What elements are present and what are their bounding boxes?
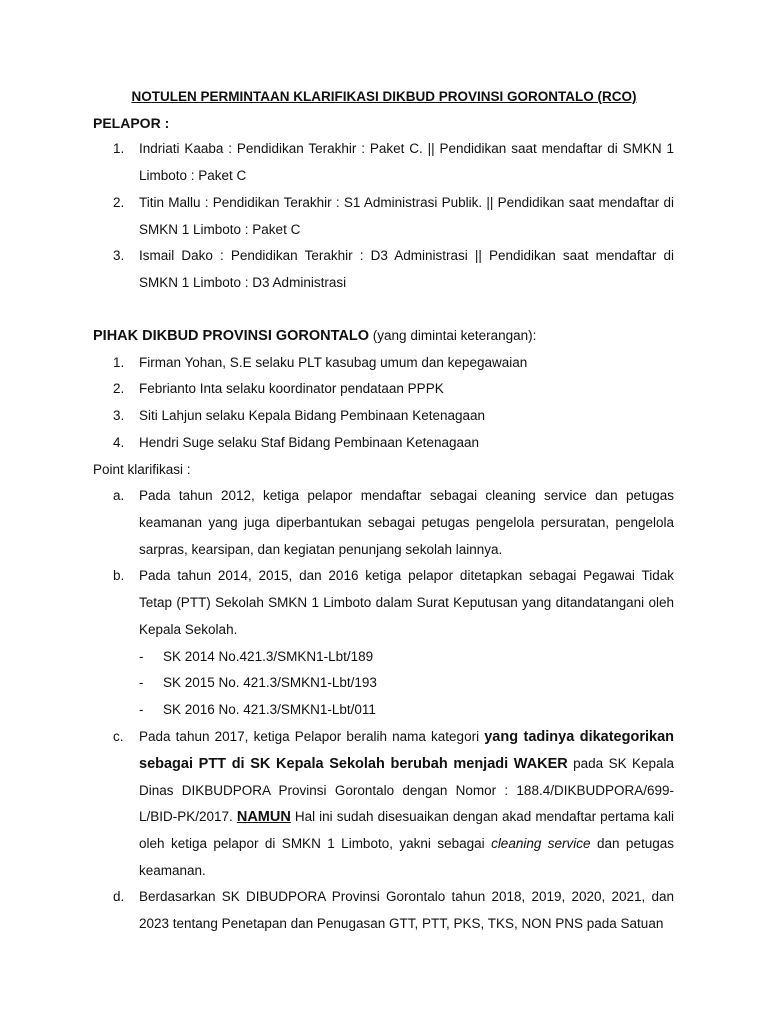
document-title: NOTULEN PERMINTAAN KLARIFIKASI DIKBUD PROVINSI GORONTALO (RCO) bbox=[131, 89, 637, 104]
pihak-item-3: Siti Lahjun selaku Kepala Bidang Pembinaan Ketenagaan bbox=[139, 408, 486, 423]
pihak-number-2: 2. bbox=[113, 381, 125, 396]
pihak-item-1: Firman Yohan, S.E selaku PLT kasubag umum dan kepegawaian bbox=[139, 355, 528, 370]
sk-dash-3: - bbox=[139, 702, 144, 717]
pihak-note: (yang dimintai keterangan): bbox=[369, 328, 537, 343]
pihak-number-1: 1. bbox=[113, 355, 125, 370]
pelapor-item-2: Titin Mallu : Pendidikan Terakhir : S1 Administrasi Publik. || Pendidikan saat mendaftar di SMKN 1 Limboto : Paket C bbox=[139, 195, 674, 237]
point-c-italic-text: cleaning service bbox=[491, 836, 591, 852]
point-letter-d: d. bbox=[113, 889, 125, 904]
pelapor-number-2: 2. bbox=[113, 195, 125, 210]
point-heading: Point klarifikasi : bbox=[93, 462, 191, 477]
pelapor-number-3: 3. bbox=[113, 248, 125, 263]
sk-item-3: SK 2016 No. 421.3/SMKN1-Lbt/011 bbox=[163, 702, 376, 717]
point-letter-b: b. bbox=[113, 568, 125, 583]
point-c-text-7: dan petugas keamanan. bbox=[139, 836, 674, 878]
point-letter-a: a. bbox=[113, 488, 125, 503]
pihak-item-4: Hendri Suge selaku Staf Bidang Pembinaan Ketenagaan bbox=[139, 435, 479, 450]
point-c-text-5: Hal ini sudah disesuaikan dengan akad mendaftar pertama kali oleh ketiga pelapor di SMKN 1 Limboto, yakni sebagai bbox=[139, 809, 674, 852]
point-c-text-1: Pada tahun 2017, ketiga Pelapor beralih nama kategori bbox=[139, 729, 485, 744]
point-item-b: Pada tahun 2014, 2015, dan 2016 ketiga pelapor ditetapkan sebagai Pegawai Tidak Tetap (PTT) Sekolah SMKN 1 Limboto dalam Surat Keputusan yang ditandatangani oleh Kepala Sekolah. bbox=[139, 568, 674, 637]
point-letter-c: c. bbox=[113, 729, 124, 744]
pelapor-heading: PELAPOR : bbox=[93, 115, 170, 131]
pihak-heading-line bbox=[93, 327, 536, 345]
point-item-d: Berdasarkan SK DIBUDPORA Provinsi Gorontalo tahun 2018, 2019, 2020, 2021, dan 2023 tentang Penetapan dan Penugasan GTT, PTT, PKS, TKS, NON PNS pada Satuan bbox=[139, 889, 674, 931]
sk-dash-1: - bbox=[139, 649, 144, 664]
pelapor-item-3: Ismail Dako : Pendidikan Terakhir : D3 Administrasi || Pendidikan saat mendaftar di SMKN 1 Limboto : D3 Administrasi bbox=[139, 248, 674, 290]
point-item-a: Pada tahun 2012, ketiga pelapor mendaftar sebagai cleaning service dan petugas keamanan yang juga diperbantukan sebagai petugas pengelola persuratan, pengelola sarpras, kearsipan, dan kegiatan penunjang sekolah lainnya. bbox=[139, 488, 674, 557]
sk-dash-2: - bbox=[139, 675, 144, 690]
pihak-number-3: 3. bbox=[113, 408, 125, 423]
sk-item-1: SK 2014 No.421.3/SMKN1-Lbt/189 bbox=[163, 649, 374, 664]
point-c-bold-text: yang tadinya dikategorikan sebagai PTT di SK Kepala Sekolah berubah menjadi WAKER bbox=[139, 729, 674, 772]
pelapor-item-1: Indriati Kaaba : Pendidikan Terakhir : Paket C. || Pendidikan saat mendaftar di SMKN 1 Limboto : Paket C bbox=[139, 141, 674, 183]
point-item-c bbox=[139, 724, 674, 885]
point-c-namun: NAMUN bbox=[236, 809, 291, 826]
pelapor-number-1: 1. bbox=[113, 141, 125, 156]
pihak-heading: PIHAK DIKBUD PROVINSI GORONTALO bbox=[93, 328, 370, 344]
point-c-text-3: pada SK Kepala Dinas DIKBUDPORA Provinsi Gorontalo dengan Nomor : 188.4/DIKBUDPORA/699-L/BID-PK/2017. bbox=[139, 755, 674, 825]
pihak-number-4: 4. bbox=[113, 435, 125, 450]
pihak-item-2: Febrianto Inta selaku koordinator pendataan PPPK bbox=[139, 381, 444, 396]
sk-item-2: SK 2015 No. 421.3/SMKN1-Lbt/193 bbox=[163, 675, 377, 690]
